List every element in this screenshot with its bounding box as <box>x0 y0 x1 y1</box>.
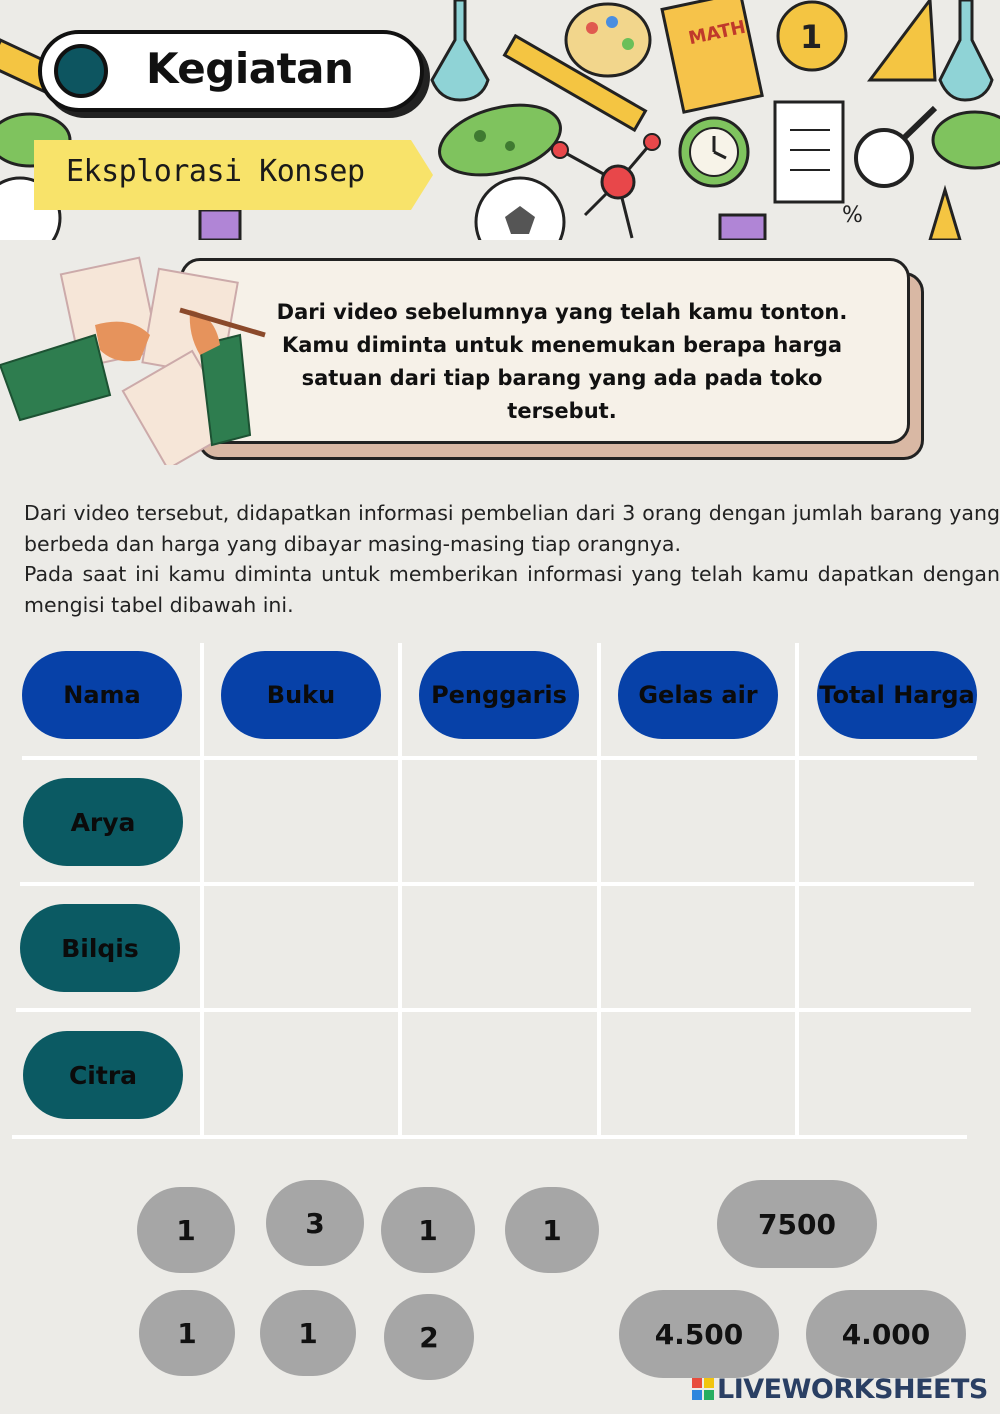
drop-cell-bilqis-penggaris[interactable] <box>408 894 588 1000</box>
answer-tile[interactable]: 7500 <box>717 1180 877 1268</box>
row-name-citra: Citra <box>23 1031 183 1119</box>
drop-cell-citra-buku[interactable] <box>210 1020 390 1126</box>
answer-tile[interactable]: 4.500 <box>619 1290 779 1378</box>
description-paragraph-2: Pada saat ini kamu diminta untuk memberikan informasi yang telah kamu dapatkan dengan mengisi tabel dibawah ini. <box>24 562 1000 617</box>
answer-tile[interactable]: 1 <box>505 1187 599 1273</box>
drop-cell-arya-gelas-air[interactable] <box>607 768 787 874</box>
writing-hands-illustration <box>0 255 270 465</box>
drop-cell-citra-total[interactable] <box>805 1020 975 1126</box>
ribbon-chevron-icon <box>389 140 439 210</box>
liveworksheets-logo-icon <box>692 1378 714 1400</box>
drop-cell-bilqis-gelas-air[interactable] <box>607 894 787 1000</box>
answer-tile[interactable]: 1 <box>137 1187 235 1273</box>
header-penggaris: Penggaris <box>419 651 579 739</box>
table-grid-line <box>597 643 601 1135</box>
drop-cell-arya-total[interactable] <box>805 768 975 874</box>
title-dot-icon <box>54 44 108 98</box>
medal-number: 1 <box>800 18 823 56</box>
percent-doodle: % <box>842 203 863 228</box>
answer-tile[interactable]: 1 <box>260 1290 356 1376</box>
header-buku: Buku <box>221 651 381 739</box>
liveworksheets-brand <box>692 1374 988 1405</box>
row-name-bilqis: Bilqis <box>20 904 180 992</box>
answer-tile[interactable]: 2 <box>384 1294 474 1380</box>
answer-tile[interactable]: 3 <box>266 1180 364 1266</box>
answer-tile[interactable]: 1 <box>139 1290 235 1376</box>
description-paragraph-1: Dari video tersebut, didapatkan informasi pembelian dari 3 orang dengan jumlah barang yang berbeda dan harga yang dibayar masing-masing tiap orangnya. <box>24 501 1000 556</box>
instruction-text: Dari video sebelumnya yang telah kamu tonton. Kamu diminta untuk menemukan berapa harga satuan dari tiap barang yang ada pada toko tersebut. <box>276 300 848 423</box>
table-grid-line <box>12 1135 967 1139</box>
description-paragraph <box>24 498 1000 620</box>
table-grid-line <box>398 643 402 1135</box>
table-grid-line <box>22 756 977 760</box>
activity-title-pill <box>38 30 424 112</box>
drop-cell-arya-buku[interactable] <box>210 768 390 874</box>
header-nama: Nama <box>22 651 182 739</box>
row-name-arya: Arya <box>23 778 183 866</box>
table-grid-line <box>16 1008 971 1012</box>
answer-tile[interactable]: 4.000 <box>806 1290 966 1378</box>
math-book-label: MATH <box>686 16 748 50</box>
section-ribbon <box>34 140 389 210</box>
header-total-harga: Total Harga <box>817 651 977 739</box>
section-subtitle: Eksplorasi Konsep <box>66 154 365 189</box>
page-title: Kegiatan <box>146 44 354 93</box>
drop-cell-bilqis-total[interactable] <box>805 894 975 1000</box>
table-grid-line <box>200 643 204 1135</box>
table-grid-line <box>795 643 799 1135</box>
header-gelas-air: Gelas air <box>618 651 778 739</box>
drop-cell-arya-penggaris[interactable] <box>408 768 588 874</box>
drop-cell-bilqis-buku[interactable] <box>210 894 390 1000</box>
table-grid-line <box>20 882 974 886</box>
answer-tile[interactable]: 1 <box>381 1187 475 1273</box>
header-banner <box>0 0 1000 240</box>
brand-label: LIVEWORKSHEETS <box>717 1374 988 1405</box>
drop-cell-citra-gelas-air[interactable] <box>607 1020 787 1126</box>
drop-cell-citra-penggaris[interactable] <box>408 1020 588 1126</box>
